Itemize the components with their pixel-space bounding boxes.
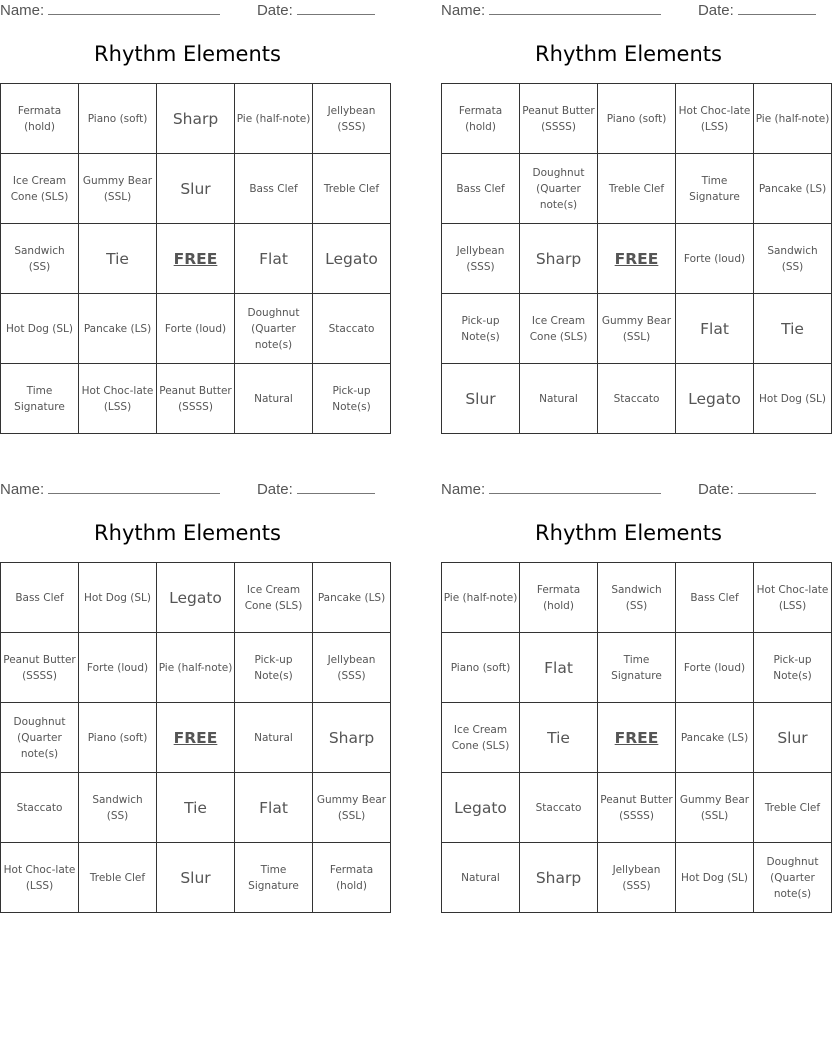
grid-row <box>1 843 391 913</box>
grid-cell: Fermata (hold) <box>520 563 598 633</box>
date-line <box>297 481 375 494</box>
grid-cell: Staccato <box>1 773 79 843</box>
grid-cell: Staccato <box>313 294 391 364</box>
grid-cell: Hot Choc-late (LSS) <box>676 84 754 154</box>
card-header <box>0 479 375 501</box>
card-title: Rhythm Elements <box>535 42 722 66</box>
grid-cell: Peanut Butter (SSSS) <box>520 84 598 154</box>
grid-cell: Fermata (hold) <box>1 84 79 154</box>
free-space-cell: FREE <box>598 224 676 294</box>
grid-cell: Tie <box>79 224 157 294</box>
grid-cell: Staccato <box>598 364 676 434</box>
grid-cell: Sandwich (SS) <box>754 224 832 294</box>
grid-row <box>442 294 832 364</box>
grid-cell: Gummy Bear (SSL) <box>79 154 157 224</box>
grid-row <box>442 364 832 434</box>
grid-cell: Sharp <box>313 703 391 773</box>
grid-cell: Jellybean (SSS) <box>598 843 676 913</box>
grid-cell: Bass Clef <box>1 563 79 633</box>
bingo-grid <box>0 83 391 434</box>
grid-row <box>1 154 391 224</box>
name-label: Name: <box>0 481 45 498</box>
grid-cell: Pancake (LS) <box>313 563 391 633</box>
grid-row <box>1 364 391 434</box>
grid-cell: Ice Cream Cone (SLS) <box>442 703 520 773</box>
grid-cell: Sharp <box>520 224 598 294</box>
grid-cell: Hot Dog (SL) <box>754 364 832 434</box>
grid-cell: Gummy Bear (SSL) <box>676 773 754 843</box>
grid-cell: Flat <box>235 773 313 843</box>
date-label: Date: <box>256 2 293 19</box>
grid-cell: Flat <box>520 633 598 703</box>
grid-row <box>442 563 832 633</box>
grid-cell: Treble Clef <box>313 154 391 224</box>
grid-cell: Pancake (LS) <box>754 154 832 224</box>
grid-cell: Sharp <box>520 843 598 913</box>
name-label: Name: <box>441 2 486 19</box>
grid-cell: Flat <box>676 294 754 364</box>
grid-cell: Legato <box>313 224 391 294</box>
grid-cell: Slur <box>754 703 832 773</box>
grid-cell: Peanut Butter (SSSS) <box>598 773 676 843</box>
grid-row <box>1 773 391 843</box>
date-label: Date: <box>256 481 293 498</box>
name-label: Name: <box>441 481 486 498</box>
grid-cell: Sandwich (SS) <box>1 224 79 294</box>
grid-cell: Tie <box>520 703 598 773</box>
grid-cell: Slur <box>157 154 235 224</box>
grid-cell: Natural <box>235 703 313 773</box>
grid-cell: Hot Choc-late (LSS) <box>79 364 157 434</box>
grid-cell: Time Signature <box>598 633 676 703</box>
grid-cell: Sharp <box>157 84 235 154</box>
grid-row <box>1 563 391 633</box>
name-line <box>48 2 220 15</box>
grid-cell: Tie <box>157 773 235 843</box>
grid-cell: Pick-up Note(s) <box>754 633 832 703</box>
grid-cell: Fermata (hold) <box>313 843 391 913</box>
grid-cell: Gummy Bear (SSL) <box>313 773 391 843</box>
grid-cell: Pick-up Note(s) <box>442 294 520 364</box>
grid-cell: Piano (soft) <box>79 703 157 773</box>
grid-cell: Natural <box>442 843 520 913</box>
grid-cell: Sandwich (SS) <box>598 563 676 633</box>
grid-cell: Pancake (LS) <box>79 294 157 364</box>
grid-cell: Time Signature <box>676 154 754 224</box>
date-line <box>738 481 816 494</box>
card-header <box>0 0 375 22</box>
grid-cell: Forte (loud) <box>157 294 235 364</box>
date-label: Date: <box>697 2 734 19</box>
grid-cell: Pie (half-note) <box>235 84 313 154</box>
grid-cell: Doughnut (Quarter note(s) <box>754 843 832 913</box>
grid-cell: Slur <box>157 843 235 913</box>
grid-row <box>442 224 832 294</box>
grid-cell: Fermata (hold) <box>442 84 520 154</box>
grid-row <box>442 84 832 154</box>
grid-cell: Natural <box>235 364 313 434</box>
grid-cell: Doughnut (Quarter note(s) <box>235 294 313 364</box>
name-line <box>48 481 220 494</box>
grid-cell: Treble Clef <box>79 843 157 913</box>
grid-cell: Ice Cream Cone (SLS) <box>235 563 313 633</box>
free-space-cell: FREE <box>157 703 235 773</box>
grid-cell: Gummy Bear (SSL) <box>598 294 676 364</box>
grid-row <box>1 703 391 773</box>
grid-cell: Doughnut (Quarter note(s) <box>520 154 598 224</box>
grid-cell: Ice Cream Cone (SLS) <box>520 294 598 364</box>
grid-row <box>442 154 832 224</box>
grid-row <box>1 224 391 294</box>
grid-cell: Natural <box>520 364 598 434</box>
grid-cell: Piano (soft) <box>79 84 157 154</box>
grid-cell: Treble Clef <box>754 773 832 843</box>
grid-cell: Piano (soft) <box>598 84 676 154</box>
grid-cell: Jellybean (SSS) <box>442 224 520 294</box>
grid-cell: Pancake (LS) <box>676 703 754 773</box>
grid-cell: Peanut Butter (SSSS) <box>157 364 235 434</box>
name-line <box>489 2 661 15</box>
card-header <box>441 479 816 501</box>
grid-cell: Ice Cream Cone (SLS) <box>1 154 79 224</box>
free-space-cell: FREE <box>157 224 235 294</box>
card-title: Rhythm Elements <box>94 42 281 66</box>
grid-cell: Hot Choc-late (LSS) <box>1 843 79 913</box>
card-title: Rhythm Elements <box>94 521 281 545</box>
grid-cell: Legato <box>442 773 520 843</box>
grid-cell: Flat <box>235 224 313 294</box>
grid-cell: Forte (loud) <box>676 224 754 294</box>
bingo-grid <box>441 562 832 913</box>
grid-cell: Pie (half-note) <box>442 563 520 633</box>
grid-row <box>442 843 832 913</box>
name-line <box>489 481 661 494</box>
grid-cell: Bass Clef <box>235 154 313 224</box>
grid-cell: Sandwich (SS) <box>79 773 157 843</box>
grid-cell: Pie (half-note) <box>754 84 832 154</box>
grid-row <box>442 703 832 773</box>
grid-row <box>442 633 832 703</box>
grid-cell: Hot Dog (SL) <box>1 294 79 364</box>
grid-cell: Piano (soft) <box>442 633 520 703</box>
grid-cell: Pie (half-note) <box>157 633 235 703</box>
date-line <box>297 2 375 15</box>
grid-cell: Bass Clef <box>676 563 754 633</box>
free-space-cell: FREE <box>598 703 676 773</box>
grid-row <box>1 84 391 154</box>
grid-cell: Tie <box>754 294 832 364</box>
grid-cell: Jellybean (SSS) <box>313 633 391 703</box>
name-label: Name: <box>0 2 45 19</box>
grid-cell: Time Signature <box>235 843 313 913</box>
grid-row <box>1 633 391 703</box>
grid-cell: Time Signature <box>1 364 79 434</box>
grid-cell: Hot Choc-late (LSS) <box>754 563 832 633</box>
grid-cell: Pick-up Note(s) <box>313 364 391 434</box>
grid-cell: Pick-up Note(s) <box>235 633 313 703</box>
bingo-grid <box>0 562 391 913</box>
grid-cell: Forte (loud) <box>676 633 754 703</box>
bingo-grid <box>441 83 832 434</box>
grid-cell: Hot Dog (SL) <box>676 843 754 913</box>
grid-cell: Bass Clef <box>442 154 520 224</box>
grid-cell: Forte (loud) <box>79 633 157 703</box>
date-line <box>738 2 816 15</box>
grid-cell: Legato <box>157 563 235 633</box>
grid-row <box>442 773 832 843</box>
grid-cell: Jellybean (SSS) <box>313 84 391 154</box>
grid-cell: Staccato <box>520 773 598 843</box>
grid-cell: Slur <box>442 364 520 434</box>
date-label: Date: <box>697 481 734 498</box>
grid-cell: Peanut Butter (SSSS) <box>1 633 79 703</box>
grid-cell: Doughnut (Quarter note(s) <box>1 703 79 773</box>
card-title: Rhythm Elements <box>535 521 722 545</box>
card-header <box>441 0 816 22</box>
grid-cell: Treble Clef <box>598 154 676 224</box>
grid-cell: Legato <box>676 364 754 434</box>
grid-cell: Hot Dog (SL) <box>79 563 157 633</box>
grid-row <box>1 294 391 364</box>
